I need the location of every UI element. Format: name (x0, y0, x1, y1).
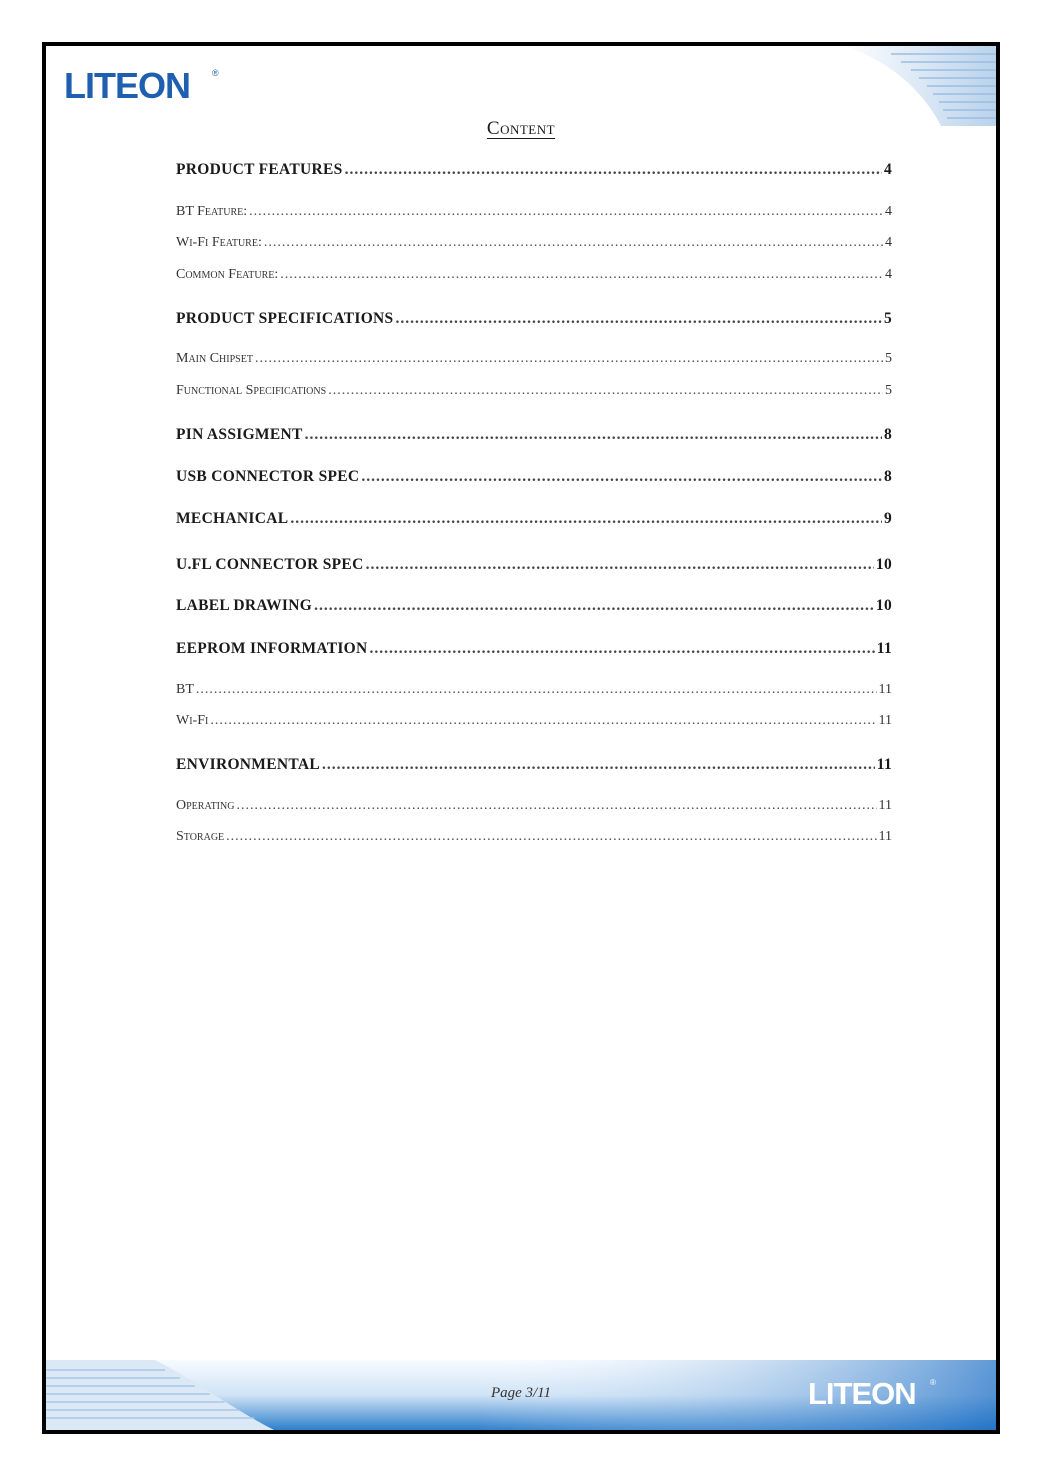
toc-page-number: 4 (885, 235, 892, 250)
toc-leader-dots (236, 798, 876, 814)
toc-subentry[interactable] (176, 267, 892, 283)
toc-leader-dots (280, 267, 883, 283)
toc-entry-label: U.FL CONNECTOR SPEC (176, 556, 364, 573)
page-number: Page 3/11 (490, 1385, 552, 1401)
toc-page-number: 11 (878, 682, 892, 697)
toc-leader-dots (210, 713, 876, 729)
toc-entry[interactable] (176, 161, 892, 179)
toc-subentry[interactable] (176, 204, 892, 220)
toc-entry[interactable] (176, 597, 892, 615)
toc-entry-label: Main Chipset (176, 351, 253, 366)
toc-entry-label: BT (176, 682, 194, 697)
toc-subentry[interactable] (176, 713, 892, 729)
toc-leader-dots (361, 468, 882, 486)
toc-entry-label: ENVIRONMENTAL (176, 756, 320, 773)
liteon-logo-bottom (808, 1376, 938, 1408)
toc-entry-label: Operating (176, 798, 235, 813)
toc-subentry[interactable] (176, 682, 892, 698)
toc-leader-dots (305, 426, 882, 444)
toc-entry-label: USB CONNECTOR SPEC (176, 468, 360, 485)
toc-page-number: 8 (883, 468, 892, 485)
toc-entry-label: Wi-Fi (176, 713, 209, 728)
toc-entry[interactable] (176, 640, 892, 658)
toc-page-number: 4 (885, 267, 892, 282)
toc-leader-dots (314, 597, 874, 615)
toc-page-number: 5 (883, 310, 892, 327)
liteon-logo-top (64, 66, 224, 104)
header-swoosh-decoration (821, 46, 996, 126)
toc-entry-label: Functional Specifications (176, 383, 327, 398)
toc-entry-label: LABEL DRAWING (176, 597, 313, 614)
toc-page-number: 4 (883, 161, 892, 178)
toc-leader-dots (196, 682, 877, 698)
document-page (42, 42, 1000, 1434)
toc-entry[interactable] (176, 556, 892, 574)
svg-text:®: ® (212, 68, 219, 78)
toc-leader-dots (366, 556, 874, 574)
logo-top-text: LITEON (64, 66, 190, 104)
toc-leader-dots (226, 829, 876, 845)
svg-text:®: ® (930, 1378, 936, 1387)
toc-entry-label: BT Feature: (176, 204, 248, 219)
toc-entry-label: MECHANICAL (176, 510, 289, 527)
toc-page-number: 8 (883, 426, 892, 443)
toc-page-number: 11 (878, 713, 892, 728)
toc-leader-dots (249, 204, 883, 220)
toc-subentry[interactable] (176, 235, 892, 251)
toc-leader-dots (322, 756, 875, 774)
toc-entry[interactable] (176, 426, 892, 444)
toc-entry-label: Wi-Fi Feature: (176, 235, 262, 250)
toc-entry-label: PRODUCT SPECIFICATIONS (176, 310, 394, 327)
toc-leader-dots (255, 351, 883, 367)
toc-leader-dots (328, 383, 883, 399)
toc-page-number: 5 (885, 351, 892, 366)
toc-page-number: 11 (876, 640, 892, 657)
toc-leader-dots (264, 235, 883, 251)
toc-page-number: 5 (885, 383, 892, 398)
toc-entry-label: EEPROM INFORMATION (176, 640, 368, 657)
toc-page-number: 11 (878, 798, 892, 813)
toc-entry-label: PIN ASSIGMENT (176, 426, 303, 443)
toc-page-number: 10 (875, 556, 892, 573)
toc-subentry[interactable] (176, 829, 892, 845)
toc-page-number: 10 (875, 597, 892, 614)
toc-page-number: 9 (883, 510, 892, 527)
toc-page-number: 11 (878, 829, 892, 844)
toc-heading (46, 118, 996, 140)
toc-subentry[interactable] (176, 351, 892, 367)
toc-heading-text: Content (486, 118, 556, 139)
toc-entry[interactable] (176, 310, 892, 328)
toc-leader-dots (345, 161, 882, 179)
toc-subentry[interactable] (176, 798, 892, 814)
toc-leader-dots (395, 310, 881, 328)
logo-bottom-text: LITEON (808, 1376, 916, 1408)
toc-entry-label: Common Feature: (176, 267, 279, 282)
toc-entry-label: Storage (176, 829, 225, 844)
toc-entry[interactable] (176, 756, 892, 774)
toc-page-number: 11 (876, 756, 892, 773)
toc-entry-label: PRODUCT FEATURES (176, 161, 343, 178)
toc-page-number: 4 (885, 204, 892, 219)
toc-leader-dots (370, 640, 875, 658)
toc-entry[interactable] (176, 468, 892, 486)
toc-leader-dots (290, 510, 882, 528)
toc-entry[interactable] (176, 510, 892, 528)
toc-subentry[interactable] (176, 383, 892, 399)
